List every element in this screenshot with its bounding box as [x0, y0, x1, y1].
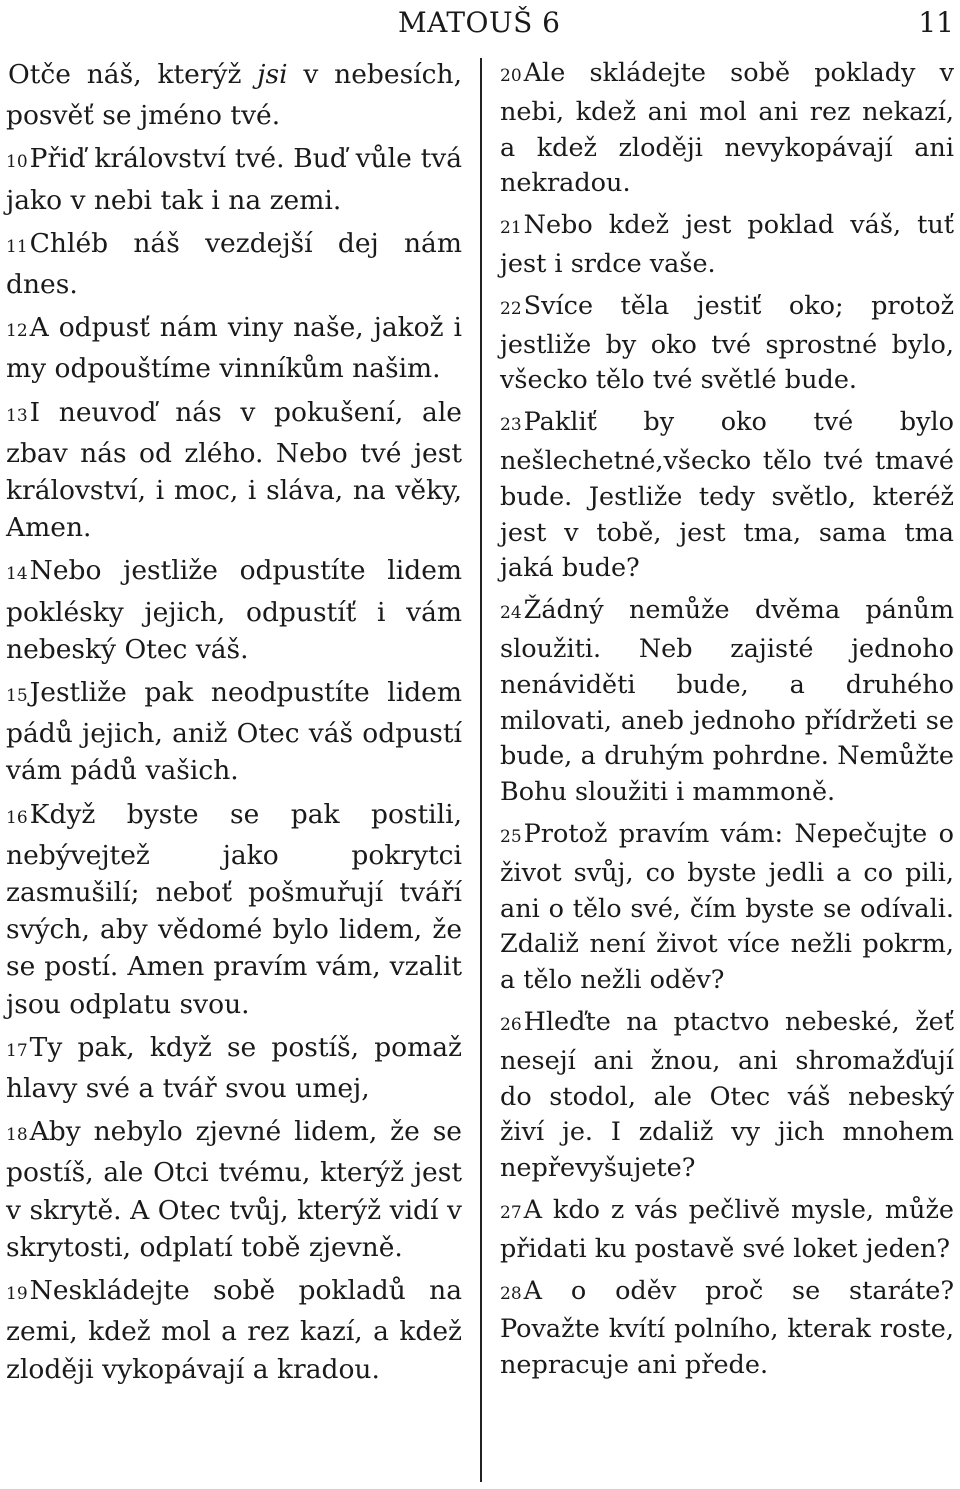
verse-number: 25	[500, 826, 522, 847]
verse	[500, 56, 954, 202]
verse	[500, 289, 954, 399]
verse-number: 13	[6, 405, 28, 426]
verse-text: Neskládejte sobě pokladů na zemi, kdež mol a rez kazí, a kdež zloději vykopávají a kradou.	[6, 1275, 462, 1385]
page-number: 11	[918, 6, 954, 39]
verse-text: A kdo z vás pečlivě mysle, může přidati ku postavě své loket jeden?	[500, 1194, 954, 1264]
verse	[6, 225, 462, 303]
verse-text: Jestliže pak neodpustíte lidem pádů jejich, aniž Otec váš odpustí vám pádů vašich.	[6, 677, 462, 787]
verse	[500, 1274, 954, 1384]
verse-text: A o oděv proč se staráte? Považte kvítí polního, kterak roste, nepracuje ani přede.	[500, 1275, 954, 1381]
verse-number: 12	[6, 321, 28, 342]
verse	[6, 140, 462, 218]
verse-text: A odpusť nám viny naše, jakož i my odpouštíme vinníkům našim.	[6, 312, 462, 385]
verse	[6, 552, 462, 668]
verse-text: I neuvoď nás v pokušení, ale zbav nás od zlého. Nebo tvé jest království, i moc, i sláva, na věky, Amen.	[6, 396, 462, 544]
verse	[6, 674, 462, 790]
verse	[6, 1272, 462, 1388]
verse-text: Protož pravím vám: Nepečujte o život svůj, co byste jedli a co pili, ani o tělo své, čím byste se odívali. Zdaliž není život více nežli pokrm, a tělo nežli oděv?	[500, 818, 954, 996]
verse	[6, 394, 462, 547]
verse-number: 28	[500, 1283, 522, 1304]
verse	[500, 405, 954, 587]
verse-text: Nebo jestliže odpustíte lidem poklésky jejich, odpustíť i vám nebeský Otec váš.	[6, 555, 462, 665]
verse-text: Otče náš, kterýž jsi v nebesích, posvěť se jméno tvé.	[6, 59, 462, 132]
verse-number: 19	[6, 1284, 28, 1305]
verse	[500, 1193, 954, 1268]
verse-number: 22	[500, 298, 522, 319]
verse-number: 16	[6, 807, 28, 828]
verse	[6, 796, 462, 1023]
verse-text: Ty pak, když se postíš, pomaž hlavy své a tvář svou umej,	[6, 1031, 462, 1105]
chapter-title: MATOUŠ 6	[398, 6, 561, 39]
verse-text: Pakliť by oko tvé bylo nešlechetné,všecko tělo tvé tmavé bude. Jestliže tedy světlo, kteréž jest v tobě, jest tma, sama tma jaká bude?	[500, 407, 954, 584]
verse-number: 21	[500, 218, 522, 239]
verse-number: 23	[500, 415, 522, 436]
verse	[6, 56, 462, 134]
verse-text: Ale skládejte sobě poklady v nebi, kdež ani mol ani rez nekazí, a kdež zloději nevykopávají ani nekradou.	[500, 58, 954, 199]
page-header	[0, 6, 960, 46]
verse-text: Hleďte na ptactvo nebeské, žeť nesejí ani žnou, ani shromažďují do stodol, ale Otec váš nebeský živí je. I zdaliž vy jich mnohem nepřevyšujete?	[500, 1006, 954, 1184]
verse-text: Chléb náš vezdejší dej nám dnes.	[6, 227, 462, 301]
verse-text: Žádný nemůže dvěma pánům sloužiti. Neb zajisté jednoho nenáviděti bude, a druhého milovati, aneb jednoho přídržeti se bude, a druhým pohrdne. Nemůžte Bohu sloužiti i mammoně.	[500, 595, 954, 808]
verse-number: 10	[6, 152, 28, 173]
verse	[500, 593, 954, 811]
verse	[6, 309, 462, 387]
verse-number: 15	[6, 686, 28, 707]
verse-number: 24	[500, 603, 522, 624]
verse-number: 18	[6, 1125, 28, 1146]
verse-number: 17	[6, 1040, 28, 1061]
verse	[500, 1005, 954, 1187]
verse-number: 27	[500, 1202, 522, 1223]
verse-text: Svíce těla jestiť oko; protož jestliže by oko tvé sprostné bylo, všecko tělo tvé světlé bude.	[500, 290, 954, 396]
verse-number: 14	[6, 564, 28, 585]
right-column	[500, 56, 954, 1390]
verse	[6, 1029, 462, 1107]
verse-text: Aby nebylo zjevné lidem, že se postíš, ale Otci tvému, kterýž jest v skrytě. A Otec tvůj, kterýž vidí v skrytosti, odplatí tobě zjevně.	[6, 1116, 462, 1263]
verse-text: Přiď království tvé. Buď vůle tvá jako v nebi tak i na zemi.	[6, 143, 462, 216]
verse	[500, 208, 954, 283]
verse	[500, 817, 954, 999]
verse-text: Nebo kdež jest poklad váš, tuť jest i srdce vaše.	[500, 210, 954, 279]
left-column	[6, 56, 462, 1394]
verse	[6, 1113, 462, 1266]
verse-number: 20	[500, 66, 522, 86]
verse-text: Když byste se pak postili, nebývejtež jako pokrytci zasmušilí; neboť pošmuřují tváří svých, aby vědomé bylo lidem, že se postí. Amen pravím vám, vzalit jsou odplatu svou.	[6, 798, 462, 1020]
column-divider	[480, 58, 482, 1482]
verse-number: 26	[500, 1014, 522, 1035]
verse-number: 11	[6, 236, 28, 257]
